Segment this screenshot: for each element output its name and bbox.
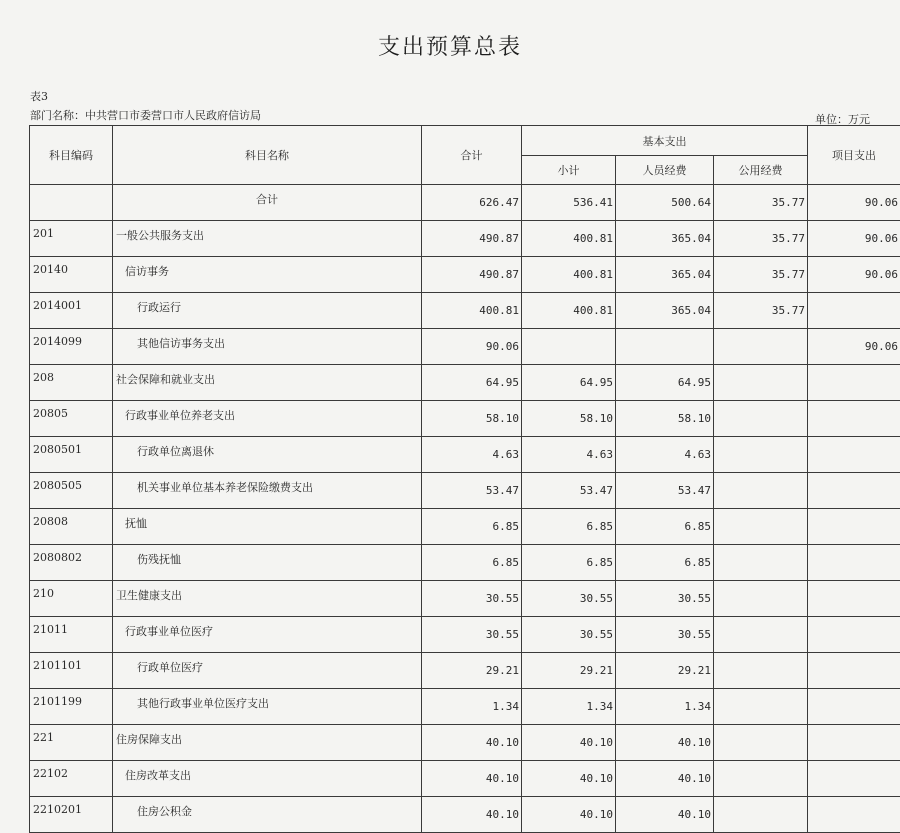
- cell-project: [808, 797, 900, 833]
- cell-project: [808, 581, 900, 617]
- cell-total: 400.81: [422, 293, 522, 329]
- cell-public: [714, 329, 808, 365]
- cell-name: 社会保障和就业支出: [113, 365, 422, 401]
- cell-name: 抚恤: [113, 509, 422, 545]
- cell-project: [808, 293, 900, 329]
- cell-project: [808, 653, 900, 689]
- cell-public: 35.77: [714, 185, 808, 221]
- cell-project: [808, 545, 900, 581]
- table-row: [30, 257, 900, 293]
- cell-name: 行政事业单位医疗: [113, 617, 422, 653]
- cell-total: 490.87: [422, 221, 522, 257]
- cell-name: 伤残抚恤: [113, 545, 422, 581]
- cell-subtotal: 30.55: [522, 581, 616, 617]
- cell-total: 40.10: [422, 761, 522, 797]
- cell-subtotal: 58.10: [522, 401, 616, 437]
- cell-public: 35.77: [714, 257, 808, 293]
- cell-subtotal: 536.41: [522, 185, 616, 221]
- cell-subtotal: 40.10: [522, 797, 616, 833]
- table-row: [30, 329, 900, 365]
- cell-name: 住房保障支出: [113, 725, 422, 761]
- cell-personnel: 1.34: [616, 689, 714, 725]
- header-total: 合计: [422, 126, 522, 185]
- table-row: [30, 761, 900, 797]
- cell-code: 2014099: [30, 329, 113, 365]
- cell-code: 20805: [30, 401, 113, 437]
- cell-total: 30.55: [422, 617, 522, 653]
- cell-code: 210: [30, 581, 113, 617]
- table-row: [30, 725, 900, 761]
- header-public: 公用经费: [714, 156, 808, 185]
- cell-total: 30.55: [422, 581, 522, 617]
- cell-public: [714, 437, 808, 473]
- cell-name: 合计: [113, 185, 422, 221]
- cell-total: 6.85: [422, 545, 522, 581]
- cell-public: [714, 653, 808, 689]
- cell-total: 490.87: [422, 257, 522, 293]
- cell-project: [808, 365, 900, 401]
- table-row: [30, 473, 900, 509]
- cell-total: 64.95: [422, 365, 522, 401]
- cell-code: 22102: [30, 761, 113, 797]
- cell-total: 4.63: [422, 437, 522, 473]
- cell-subtotal: 4.63: [522, 437, 616, 473]
- cell-personnel: 40.10: [616, 761, 714, 797]
- cell-total: 6.85: [422, 509, 522, 545]
- cell-subtotal: 40.10: [522, 725, 616, 761]
- cell-subtotal: [522, 329, 616, 365]
- cell-name: 一般公共服务支出: [113, 221, 422, 257]
- table-row: [30, 581, 900, 617]
- header-code: 科目编码: [30, 126, 113, 185]
- cell-project: [808, 437, 900, 473]
- header-subtotal: 小计: [522, 156, 616, 185]
- unit-label: 单位：万元: [815, 111, 870, 127]
- table-row: [30, 221, 900, 257]
- cell-name: 机关事业单位基本养老保险缴费支出: [113, 473, 422, 509]
- cell-total: 58.10: [422, 401, 522, 437]
- cell-public: [714, 581, 808, 617]
- table-body: [30, 185, 900, 833]
- table-row: [30, 293, 900, 329]
- header-basic: 基本支出: [522, 126, 808, 156]
- table-row: [30, 689, 900, 725]
- table-header: [30, 126, 900, 185]
- cell-project: 90.06: [808, 257, 900, 293]
- cell-public: 35.77: [714, 221, 808, 257]
- cell-project: [808, 761, 900, 797]
- cell-personnel: 53.47: [616, 473, 714, 509]
- cell-code: 2080501: [30, 437, 113, 473]
- cell-name: 行政事业单位养老支出: [113, 401, 422, 437]
- cell-code: 2080505: [30, 473, 113, 509]
- cell-subtotal: 6.85: [522, 509, 616, 545]
- cell-subtotal: 400.81: [522, 221, 616, 257]
- cell-subtotal: 30.55: [522, 617, 616, 653]
- table-row: [30, 437, 900, 473]
- cell-name: 住房公积金: [113, 797, 422, 833]
- cell-project: 90.06: [808, 221, 900, 257]
- cell-name: 卫生健康支出: [113, 581, 422, 617]
- cell-personnel: 4.63: [616, 437, 714, 473]
- cell-name: 信访事务: [113, 257, 422, 293]
- page-title: 支出预算总表: [0, 30, 900, 61]
- cell-subtotal: 64.95: [522, 365, 616, 401]
- cell-public: [714, 617, 808, 653]
- cell-total: 1.34: [422, 689, 522, 725]
- cell-code: 2210201: [30, 797, 113, 833]
- cell-personnel: 40.10: [616, 797, 714, 833]
- cell-personnel: [616, 329, 714, 365]
- cell-total: 90.06: [422, 329, 522, 365]
- cell-project: [808, 473, 900, 509]
- cell-total: 29.21: [422, 653, 522, 689]
- cell-code: 221: [30, 725, 113, 761]
- cell-code: 201: [30, 221, 113, 257]
- cell-name: 行政单位离退休: [113, 437, 422, 473]
- cell-subtotal: 6.85: [522, 545, 616, 581]
- cell-project: 90.06: [808, 185, 900, 221]
- cell-personnel: 6.85: [616, 545, 714, 581]
- cell-code: 20808: [30, 509, 113, 545]
- table-row: [30, 185, 900, 221]
- cell-code: 2080802: [30, 545, 113, 581]
- cell-public: [714, 797, 808, 833]
- cell-name: 行政运行: [113, 293, 422, 329]
- department-name: 部门名称：中共营口市委营口市人民政府信访局: [30, 107, 261, 123]
- cell-public: [714, 473, 808, 509]
- cell-project: [808, 617, 900, 653]
- cell-personnel: 365.04: [616, 257, 714, 293]
- table-row: [30, 509, 900, 545]
- cell-total: 40.10: [422, 725, 522, 761]
- cell-total: 626.47: [422, 185, 522, 221]
- cell-personnel: 365.04: [616, 293, 714, 329]
- cell-personnel: 30.55: [616, 617, 714, 653]
- cell-public: [714, 401, 808, 437]
- cell-name: 其他行政事业单位医疗支出: [113, 689, 422, 725]
- cell-public: [714, 689, 808, 725]
- cell-project: [808, 401, 900, 437]
- cell-code: 2014001: [30, 293, 113, 329]
- cell-personnel: 58.10: [616, 401, 714, 437]
- cell-subtotal: 29.21: [522, 653, 616, 689]
- cell-code: 20140: [30, 257, 113, 293]
- cell-personnel: 40.10: [616, 725, 714, 761]
- cell-public: [714, 725, 808, 761]
- cell-project: 90.06: [808, 329, 900, 365]
- cell-project: [808, 689, 900, 725]
- cell-public: [714, 509, 808, 545]
- cell-project: [808, 725, 900, 761]
- cell-subtotal: 40.10: [522, 761, 616, 797]
- header-name: 科目名称: [113, 126, 422, 185]
- table-row: [30, 365, 900, 401]
- cell-personnel: 500.64: [616, 185, 714, 221]
- cell-project: [808, 509, 900, 545]
- cell-subtotal: 1.34: [522, 689, 616, 725]
- cell-name: 其他信访事务支出: [113, 329, 422, 365]
- table-row: [30, 401, 900, 437]
- table-row: [30, 797, 900, 833]
- cell-personnel: 30.55: [616, 581, 714, 617]
- cell-code: 21011: [30, 617, 113, 653]
- table-row: [30, 653, 900, 689]
- cell-public: 35.77: [714, 293, 808, 329]
- cell-public: [714, 545, 808, 581]
- cell-name: 住房改革支出: [113, 761, 422, 797]
- header-project: 项目支出: [808, 126, 900, 185]
- cell-code: [30, 185, 113, 221]
- cell-code: 2101199: [30, 689, 113, 725]
- table-row: [30, 617, 900, 653]
- cell-total: 53.47: [422, 473, 522, 509]
- budget-table: [29, 125, 900, 833]
- cell-code: 208: [30, 365, 113, 401]
- table-row: [30, 545, 900, 581]
- cell-personnel: 29.21: [616, 653, 714, 689]
- cell-name: 行政单位医疗: [113, 653, 422, 689]
- cell-personnel: 64.95: [616, 365, 714, 401]
- cell-subtotal: 400.81: [522, 293, 616, 329]
- cell-public: [714, 365, 808, 401]
- header-personnel: 人员经费: [616, 156, 714, 185]
- cell-public: [714, 761, 808, 797]
- cell-total: 40.10: [422, 797, 522, 833]
- cell-code: 2101101: [30, 653, 113, 689]
- cell-personnel: 365.04: [616, 221, 714, 257]
- table-number: 表3: [30, 88, 48, 104]
- cell-subtotal: 400.81: [522, 257, 616, 293]
- cell-personnel: 6.85: [616, 509, 714, 545]
- cell-subtotal: 53.47: [522, 473, 616, 509]
